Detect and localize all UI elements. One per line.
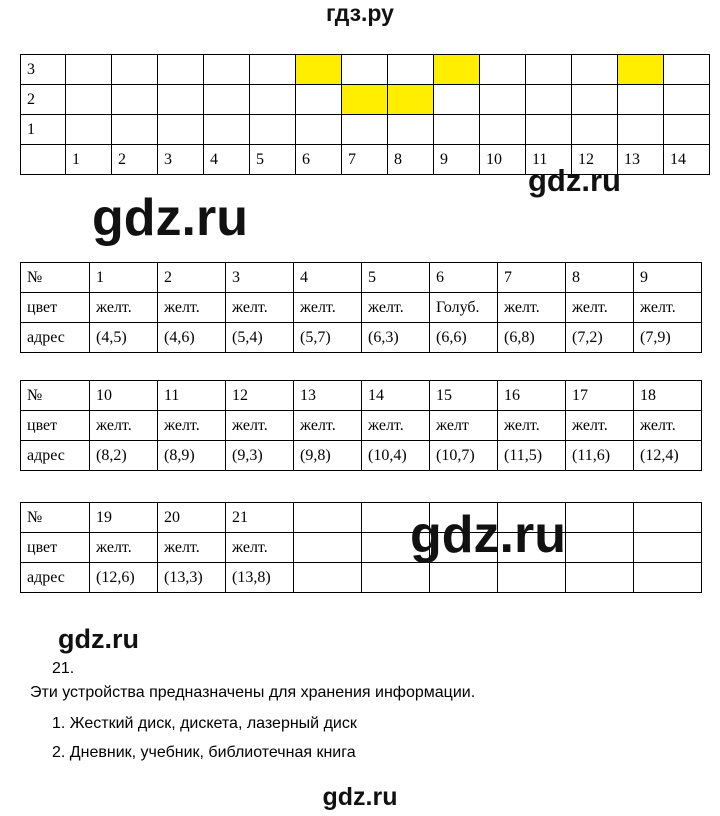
number-cell: 2 bbox=[158, 263, 226, 293]
table-row bbox=[21, 563, 702, 593]
color-cell bbox=[294, 533, 362, 563]
cells-table-1 bbox=[20, 262, 702, 353]
number-cell: 9 bbox=[634, 263, 702, 293]
grid-row bbox=[21, 55, 710, 85]
number-cell bbox=[566, 503, 634, 533]
address-cell: (8,2) bbox=[90, 441, 158, 471]
grid-column-label: 7 bbox=[342, 145, 388, 175]
grid-cell bbox=[296, 115, 342, 145]
color-cell: желт. bbox=[634, 293, 702, 323]
color-cell: желт. bbox=[158, 293, 226, 323]
number-cell: 15 bbox=[430, 381, 498, 411]
grid-cell bbox=[66, 55, 112, 85]
grid-cell bbox=[204, 55, 250, 85]
row-label: цвет bbox=[21, 293, 90, 323]
color-cell: желт. bbox=[498, 293, 566, 323]
grid-cell bbox=[342, 55, 388, 85]
grid-cell bbox=[158, 115, 204, 145]
grid-cell bbox=[480, 115, 526, 145]
grid-row-label: 1 bbox=[21, 115, 66, 145]
grid-cell bbox=[204, 115, 250, 145]
grid-cell-highlighted bbox=[618, 55, 664, 85]
answer-item: 1. Жесткий диск, дискета, лазерный диск bbox=[52, 715, 357, 732]
address-cell bbox=[362, 563, 430, 593]
grid-cell bbox=[572, 55, 618, 85]
grid-cell bbox=[434, 85, 480, 115]
grid-column-label: 14 bbox=[664, 145, 710, 175]
address-cell: (13,3) bbox=[158, 563, 226, 593]
grid-cell bbox=[618, 85, 664, 115]
cells-table-3 bbox=[20, 502, 702, 593]
grid-column-label: 12 bbox=[572, 145, 618, 175]
address-cell bbox=[498, 563, 566, 593]
color-cell: желт. bbox=[158, 411, 226, 441]
number-cell: 16 bbox=[498, 381, 566, 411]
color-cell: желт. bbox=[294, 293, 362, 323]
table-row bbox=[21, 441, 702, 471]
address-cell bbox=[430, 563, 498, 593]
grid-column-label: 10 bbox=[480, 145, 526, 175]
number-cell: 10 bbox=[90, 381, 158, 411]
grid-corner bbox=[21, 145, 66, 175]
grid-cell bbox=[572, 115, 618, 145]
address-cell: (11,5) bbox=[498, 441, 566, 471]
color-cell: желт. bbox=[566, 411, 634, 441]
row-label: адрес bbox=[21, 441, 90, 471]
color-cell: желт. bbox=[226, 533, 294, 563]
grid-column-label: 2 bbox=[112, 145, 158, 175]
grid-cell bbox=[664, 55, 710, 85]
number-cell: 7 bbox=[498, 263, 566, 293]
color-cell: желт. bbox=[226, 411, 294, 441]
address-cell: (4,6) bbox=[158, 323, 226, 353]
watermark-large: gdz.ru bbox=[92, 189, 248, 247]
grid-cell bbox=[112, 55, 158, 85]
address-cell: (6,6) bbox=[430, 323, 498, 353]
grid-cell bbox=[112, 115, 158, 145]
grid-column-label: 3 bbox=[158, 145, 204, 175]
grid-cell bbox=[572, 85, 618, 115]
address-cell: (5,7) bbox=[294, 323, 362, 353]
grid-column-label: 1 bbox=[66, 145, 112, 175]
table-row bbox=[21, 263, 702, 293]
address-cell: (10,4) bbox=[362, 441, 430, 471]
grid-column-label: 8 bbox=[388, 145, 434, 175]
grid-cell bbox=[618, 115, 664, 145]
grid-cell bbox=[158, 55, 204, 85]
color-cell: желт. bbox=[294, 411, 362, 441]
address-cell: (5,4) bbox=[226, 323, 294, 353]
grid-cell bbox=[526, 85, 572, 115]
address-cell: (4,5) bbox=[90, 323, 158, 353]
color-cell: желт bbox=[430, 411, 498, 441]
grid-row bbox=[21, 85, 710, 115]
number-cell: 3 bbox=[226, 263, 294, 293]
number-cell: 4 bbox=[294, 263, 362, 293]
row-label: № bbox=[21, 381, 90, 411]
cells-table-2 bbox=[20, 380, 702, 471]
address-cell: (12,6) bbox=[90, 563, 158, 593]
grid-cell bbox=[112, 85, 158, 115]
address-cell: (8,9) bbox=[158, 441, 226, 471]
number-cell: 14 bbox=[362, 381, 430, 411]
grid-row-label: 2 bbox=[21, 85, 66, 115]
number-cell: 1 bbox=[90, 263, 158, 293]
grid-column-label: 5 bbox=[250, 145, 296, 175]
color-cell: желт. bbox=[90, 533, 158, 563]
coordinate-grid bbox=[20, 54, 710, 175]
number-cell: 13 bbox=[294, 381, 362, 411]
grid-cell bbox=[250, 85, 296, 115]
number-cell bbox=[294, 503, 362, 533]
row-label: цвет bbox=[21, 411, 90, 441]
grid-row bbox=[21, 115, 710, 145]
watermark-large: gdz.ru bbox=[410, 506, 566, 564]
address-cell: (11,6) bbox=[566, 441, 634, 471]
watermark: gdz.ru bbox=[58, 624, 139, 654]
number-cell: 8 bbox=[566, 263, 634, 293]
address-cell bbox=[634, 563, 702, 593]
grid-column-label: 13 bbox=[618, 145, 664, 175]
address-cell: (7,2) bbox=[566, 323, 634, 353]
watermark-bottom: gdz.ru bbox=[322, 783, 398, 811]
answer-item: 2. Дневник, учебник, библиотечная книга bbox=[52, 744, 356, 761]
color-cell: желт. bbox=[158, 533, 226, 563]
row-label: адрес bbox=[21, 563, 90, 593]
grid-column-label: 4 bbox=[204, 145, 250, 175]
grid-cell bbox=[158, 85, 204, 115]
color-cell: желт. bbox=[90, 293, 158, 323]
grid-cell bbox=[526, 55, 572, 85]
number-cell: 17 bbox=[566, 381, 634, 411]
grid-cell bbox=[296, 85, 342, 115]
row-label: адрес bbox=[21, 323, 90, 353]
table-row bbox=[21, 533, 702, 563]
address-cell: (7,9) bbox=[634, 323, 702, 353]
watermark: gdz.ru bbox=[528, 163, 621, 198]
grid-cell bbox=[434, 115, 480, 145]
grid-row-label: 3 bbox=[21, 55, 66, 85]
address-cell: (10,7) bbox=[430, 441, 498, 471]
color-cell bbox=[566, 533, 634, 563]
row-label: цвет bbox=[21, 533, 90, 563]
color-cell: желт. bbox=[498, 411, 566, 441]
color-cell: желт. bbox=[362, 293, 430, 323]
table-row bbox=[21, 323, 702, 353]
grid-column-label: 9 bbox=[434, 145, 480, 175]
grid-cell-highlighted bbox=[434, 55, 480, 85]
address-cell bbox=[566, 563, 634, 593]
number-cell: 20 bbox=[158, 503, 226, 533]
number-cell: 11 bbox=[158, 381, 226, 411]
grid-cell bbox=[204, 85, 250, 115]
color-cell: желт. bbox=[90, 411, 158, 441]
grid-cell-highlighted bbox=[296, 55, 342, 85]
color-cell: желт. bbox=[566, 293, 634, 323]
grid-cell bbox=[480, 55, 526, 85]
grid-cell bbox=[664, 85, 710, 115]
grid-cell bbox=[66, 115, 112, 145]
color-cell: желт. bbox=[226, 293, 294, 323]
table-row bbox=[21, 411, 702, 441]
grid-column-label: 6 bbox=[296, 145, 342, 175]
color-cell bbox=[634, 533, 702, 563]
table-row bbox=[21, 293, 702, 323]
address-cell: (13,8) bbox=[226, 563, 294, 593]
grid-cell bbox=[480, 85, 526, 115]
table-row bbox=[21, 381, 702, 411]
color-cell: желт. bbox=[634, 411, 702, 441]
grid-cell bbox=[342, 115, 388, 145]
grid-cell bbox=[388, 55, 434, 85]
grid-cell bbox=[526, 115, 572, 145]
grid-cell bbox=[66, 85, 112, 115]
color-cell: Голуб. bbox=[430, 293, 498, 323]
table-row bbox=[21, 503, 702, 533]
address-cell: (9,8) bbox=[294, 441, 362, 471]
grid-cell bbox=[250, 115, 296, 145]
address-cell: (6,8) bbox=[498, 323, 566, 353]
number-cell: 21 bbox=[226, 503, 294, 533]
grid-column-label: 11 bbox=[526, 145, 572, 175]
row-label: № bbox=[21, 503, 90, 533]
watermark-top: гдз.ру bbox=[326, 0, 394, 26]
number-cell: 19 bbox=[90, 503, 158, 533]
number-cell bbox=[634, 503, 702, 533]
row-label: № bbox=[21, 263, 90, 293]
number-cell: 6 bbox=[430, 263, 498, 293]
address-cell: (6,3) bbox=[362, 323, 430, 353]
grid-cell bbox=[250, 55, 296, 85]
number-cell: 5 bbox=[362, 263, 430, 293]
number-cell: 18 bbox=[634, 381, 702, 411]
grid-cell-highlighted bbox=[388, 85, 434, 115]
address-cell: (9,3) bbox=[226, 441, 294, 471]
number-cell: 12 bbox=[226, 381, 294, 411]
address-cell: (12,4) bbox=[634, 441, 702, 471]
exercise-number: 21. bbox=[52, 660, 75, 677]
grid-cell-highlighted bbox=[342, 85, 388, 115]
address-cell bbox=[294, 563, 362, 593]
exercise-intro: Эти устройства предназначены для хранения информации. bbox=[30, 684, 476, 701]
grid-cell bbox=[388, 115, 434, 145]
grid-cell bbox=[664, 115, 710, 145]
color-cell: желт. bbox=[362, 411, 430, 441]
